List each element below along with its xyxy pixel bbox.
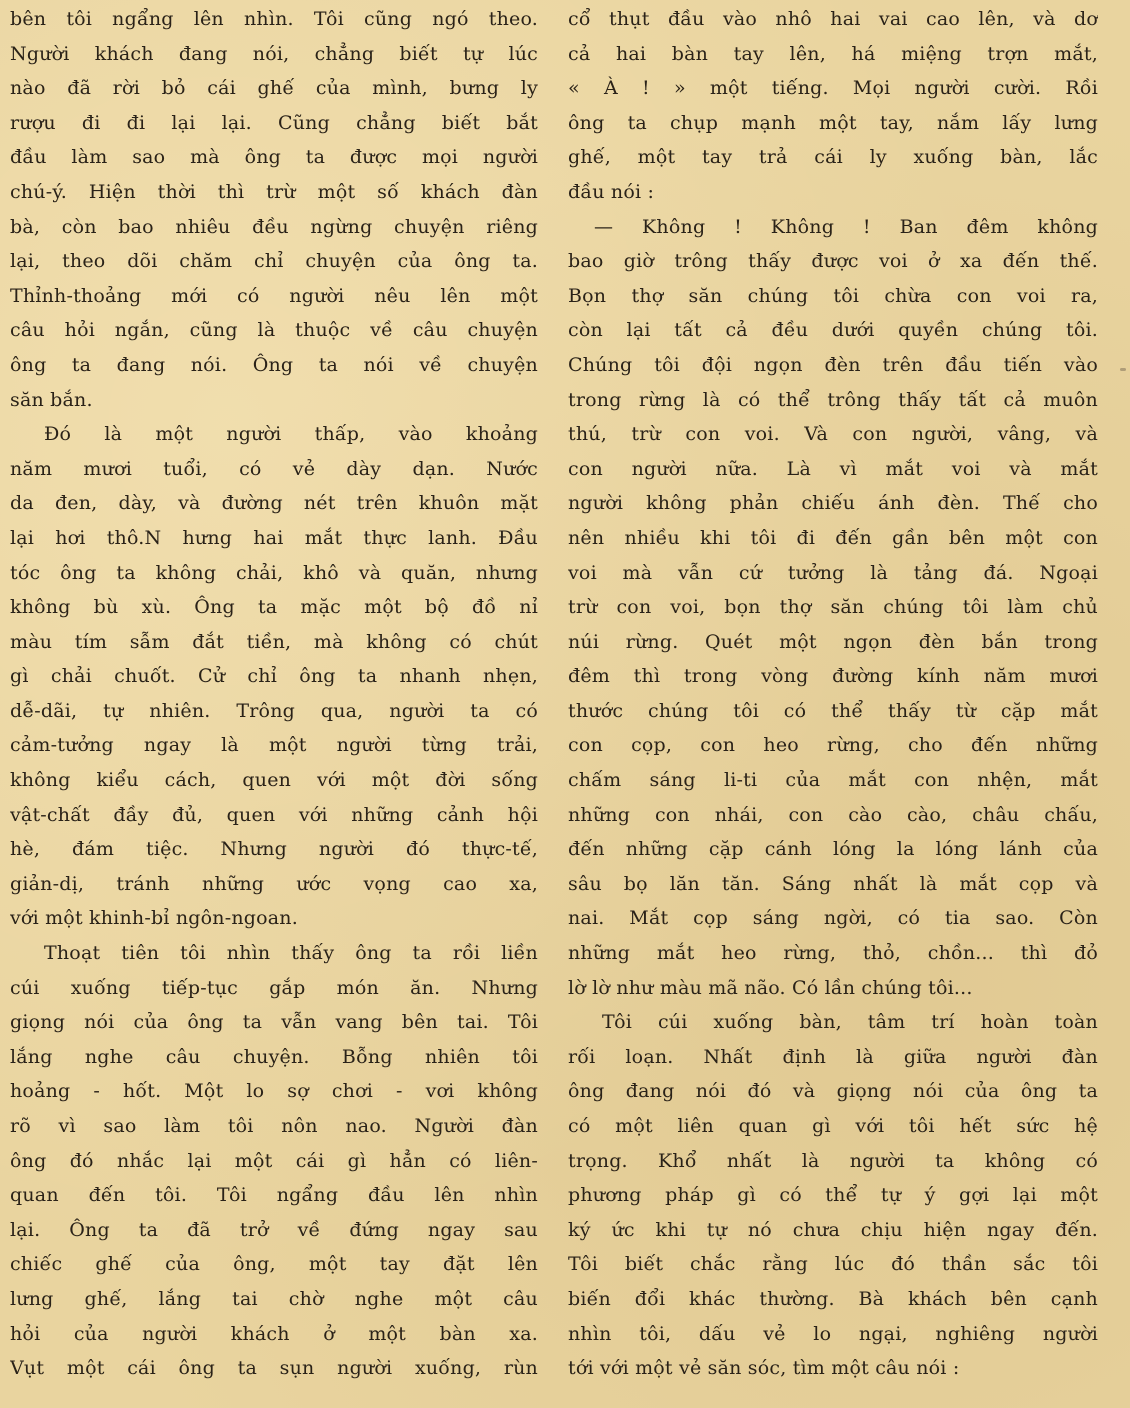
text-line: lắng nghe câu chuyện. Bỗng nhiên tôi — [10, 1045, 538, 1068]
text-line: gì chải chuốt. Cử chỉ ông ta nhanh nhẹn, — [10, 665, 538, 688]
text-line: còn lại tất cả đều dưới quyền chúng tôi. — [568, 319, 1098, 342]
text-line: thú, trừ con voi. Và con người, vâng, và — [568, 423, 1098, 446]
text-line: dễ-dãi, tự nhiên. Trông qua, người ta có — [10, 699, 538, 722]
text-line: con người nữa. Là vì mắt voi và mắt — [568, 457, 1098, 480]
text-line: chiếc ghế của ông, một tay đặt lên — [10, 1253, 538, 1276]
text-line: rõ vì sao làm tôi nôn nao. Người đàn — [10, 1115, 538, 1137]
text-line: quan đến tôi. Tôi ngẩng đầu lên nhìn — [10, 1184, 538, 1207]
text-line: không kiểu cách, quen với một đời sống — [10, 769, 538, 792]
text-line: ghế, một tay trả cái ly xuống bàn, lắc — [568, 146, 1098, 169]
text-line: Thỉnh-thoảng mới có người nêu lên một — [10, 284, 538, 307]
text-line: con cọp, con heo rừng, cho đến những — [568, 734, 1098, 757]
text-line: Đó là một người thấp, vào khoảng — [44, 423, 538, 446]
text-line: cúi xuống tiếp-tục gắp món ăn. Nhưng — [10, 976, 538, 999]
text-line: Tôi biết chắc rằng lúc đó thần sắc tôi — [568, 1253, 1098, 1276]
text-line: cả hai bàn tay lên, há miệng trợn mắt, — [568, 42, 1098, 65]
text-line: đầu nói : — [568, 180, 655, 203]
text-line: ông ta chụp mạnh một tay, nắm lấy lưng — [568, 111, 1098, 134]
text-line: trừ con voi, bọn thợ săn chúng tôi làm chủ — [568, 596, 1098, 619]
page-edge-mark — [1120, 368, 1126, 371]
text-line: người không phản chiếu ánh đèn. Thế cho — [568, 492, 1098, 515]
text-line: ký ức khi tự nó chưa chịu hiện ngay đến. — [568, 1218, 1098, 1241]
text-line: núi rừng. Quét một ngọn đèn bắn trong — [568, 630, 1098, 653]
text-line: « À ! » một tiếng. Mọi người cười. Rồi — [568, 77, 1098, 100]
text-line: bao giờ trông thấy được voi ở xa đến thế. — [568, 250, 1098, 273]
text-line: tóc ông ta không chải, khô và quăn, nhưng — [10, 561, 538, 584]
text-line: rối loạn. Nhất định là giữa người đàn — [568, 1045, 1098, 1068]
text-line: săn bắn. — [10, 388, 93, 411]
text-line: chú-ý. Hiện thời thì trừ một số khách đàn — [10, 180, 538, 203]
text-line: câu hỏi ngắn, cũng là thuộc về câu chuyện — [10, 319, 538, 342]
text-line: bên tôi ngẩng lên nhìn. Tôi cũng ngó theo. — [10, 8, 538, 30]
text-line: lờ lờ như màu mã não. Có lần chúng tôi... — [568, 976, 973, 999]
text-line: phương pháp gì có thể tự ý gợi lại một — [568, 1184, 1098, 1207]
text-line: với một khinh-bỉ ngôn-ngoan. — [10, 907, 298, 930]
text-line: nai. Mắt cọp sáng ngời, có tia sao. Còn — [568, 907, 1098, 930]
text-line: da đen, dày, và đường nét trên khuôn mặt — [10, 492, 538, 515]
text-line: ông ta đang nói. Ông ta nói về chuyện — [10, 353, 538, 376]
text-line: hè, đám tiệc. Nhưng người đó thực-tế, — [10, 838, 538, 861]
text-line: vật-chất đầy đủ, quen với những cảnh hội — [10, 803, 538, 826]
text-line: biến đổi khác thường. Bà khách bên cạnh — [568, 1287, 1098, 1310]
text-line: thước chúng tôi có thể thấy từ cặp mắt — [568, 699, 1098, 722]
text-line: đầu làm sao mà ông ta được mọi người — [10, 146, 538, 169]
right-text-column — [568, 2, 1098, 1386]
text-line: không bù xù. Ông ta mặc một bộ đồ nỉ — [10, 596, 538, 619]
text-line: cảm-tưởng ngay là một người từng trải, — [10, 734, 538, 757]
text-line: — Không ! Không ! Ban đêm không — [594, 215, 1098, 238]
text-line: Thoạt tiên tôi nhìn thấy ông ta rồi liền — [44, 942, 538, 965]
text-line: chấm sáng li-ti của mắt con nhện, mắt — [568, 769, 1098, 792]
text-line: lưng ghế, lắng tai chờ nghe một câu — [10, 1287, 538, 1310]
text-line: bà, còn bao nhiêu đều ngừng chuyện riêng — [10, 215, 538, 238]
text-line: lại hơi thô.N hưng hai mắt thực lanh. Đầu — [10, 526, 538, 549]
text-line: những con nhái, con cào cào, châu chấu, — [568, 803, 1098, 826]
text-line: ông đó nhắc lại một cái gì hẳn có liên- — [10, 1149, 538, 1172]
text-line: giản-dị, tránh những ước vọng cao xa, — [10, 872, 538, 895]
text-line: đến những cặp cánh lóng la lóng lánh của — [568, 838, 1098, 861]
text-line: màu tím sẫm đắt tiền, mà không có chút — [10, 630, 538, 653]
text-line: những mắt heo rừng, thỏ, chồn... thì đỏ — [568, 942, 1098, 965]
text-line: trọng. Khổ nhất là người ta không có — [568, 1149, 1098, 1172]
text-line: có một liên quan gì với tôi hết sức hệ — [568, 1115, 1098, 1137]
text-line: giọng nói của ông ta vẫn vang bên tai. Tôi — [10, 1011, 538, 1034]
text-line: rượu đi đi lại lại. Cũng chẳng biết bắt — [10, 111, 538, 134]
text-line: Chúng tôi đội ngọn đèn trên đầu tiến vào — [568, 353, 1098, 376]
text-line: Người khách đang nói, chẳng biết tự lúc — [10, 42, 538, 65]
text-line: nào đã rời bỏ cái ghế của mình, bưng ly — [10, 77, 538, 100]
text-line: Bọn thợ săn chúng tôi chừa con voi ra, — [568, 284, 1098, 307]
text-line: năm mươi tuổi, có vẻ dày dạn. Nước — [10, 457, 538, 480]
text-line: sâu bọ lăn tăn. Sáng nhất là mắt cọp và — [568, 872, 1098, 895]
text-line: ông đang nói đó và giọng nói của ông ta — [568, 1080, 1098, 1103]
text-line: Vụt một cái ông ta sụn người xuống, rùn — [10, 1357, 538, 1380]
text-line: nhìn tôi, dấu vẻ lo ngại, nghiêng người — [568, 1322, 1098, 1345]
left-text-column — [10, 2, 538, 1386]
text-line: nên nhiều khi tôi đi đến gần bên một con — [568, 526, 1098, 549]
text-line: đêm thì trong vòng đường kính năm mươi — [568, 665, 1098, 688]
text-line: tới với một vẻ săn sóc, tìm một câu nói : — [568, 1357, 960, 1380]
text-line: lại, theo dõi chăm chỉ chuyện của ông ta. — [10, 250, 538, 273]
text-line: voi mà vẫn cứ tưởng là tảng đá. Ngoại — [568, 561, 1098, 584]
text-line: lại. Ông ta đã trở về đứng ngay sau — [10, 1218, 538, 1241]
text-line: trong rừng là có thể trông thấy tất cả muôn — [568, 388, 1098, 411]
text-line: Tôi cúi xuống bàn, tâm trí hoàn toàn — [602, 1011, 1098, 1034]
text-line: hỏi của người khách ở một bàn xa. — [10, 1322, 538, 1345]
text-line: hoảng - hốt. Một lo sợ chơi - vơi không — [10, 1080, 538, 1103]
text-line: cổ thụt đầu vào nhô hai vai cao lên, và dơ — [568, 8, 1098, 30]
